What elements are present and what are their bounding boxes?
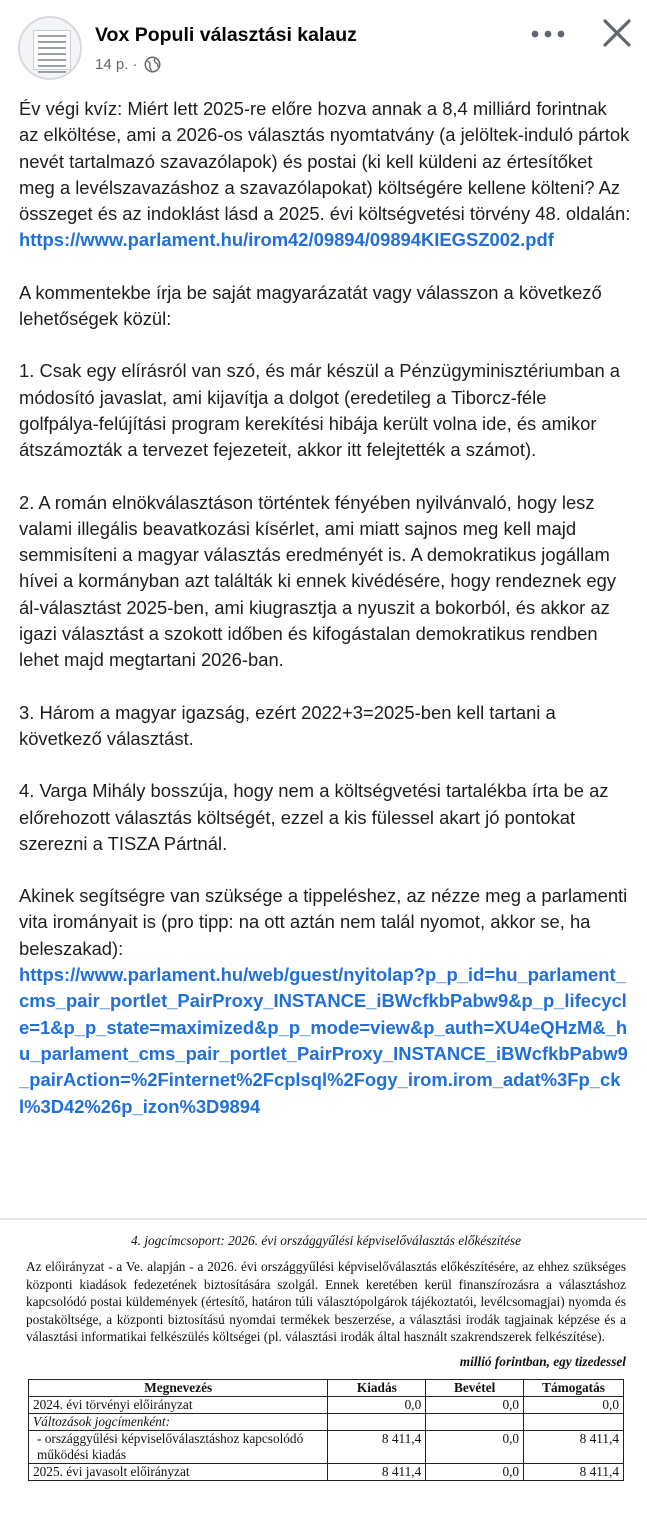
row-kiadas: 0,0 (328, 1396, 426, 1413)
table-row (29, 1413, 624, 1430)
row-name: Változások jogcímenként: (29, 1413, 328, 1430)
row-tamogatas: 0,0 (524, 1396, 624, 1413)
table-header-row (29, 1379, 624, 1396)
close-icon[interactable] (598, 14, 636, 52)
row-name: 2025. évi javasolt előirányzat (29, 1463, 328, 1480)
option-2: 2. A román elnökválasztáson történtek fényében nyilvánvaló, hogy lesz valami illegális beavatkozási kísérlet, ami miatt sajnos meg kell majd semmisíteni a magyar választás eredményét is. A demokratikus jogállam hívei a kormányban azt találták ki ennek kivédésére, hogy rendeznek egy ál-választást 2025-ben, ami kiugrasztja a nyuszit a bokorból, és akkor az igazi választást a szokott időben és kifogástalan demokratikus rendben lehet majd megtartani 2026-ban. (19, 491, 617, 671)
table-row (29, 1396, 624, 1413)
post-intro: Év végi kvíz: Miért lett 2025-re előre hozva annak a 8,4 milliárd forintnak az elköltése, ami a 2026-os választás nyomtatvány (a jelöltek-induló pártok nevét tartalmazó szavazólapok) és postai (ki kell küldeni az értesítőket meg a levélszavazáshoz a szavazólapokat) költségére kellene költeni? Az összeget és az indoklást lásd a 2025. évi költségvetési törvény 48. oldalán: (19, 98, 631, 225)
page-name[interactable]: Vox Populi választási kalauz (95, 24, 357, 46)
post-body (19, 96, 631, 1120)
col-header: Bevétel (426, 1379, 524, 1396)
budget-pdf-link[interactable]: https://www.parlament.hu/irom42/09894/09894KIEGSZ002.pdf (19, 229, 554, 251)
col-header: Kiadás (328, 1379, 426, 1396)
table-row (29, 1463, 624, 1480)
row-bevetel: 0,0 (426, 1463, 524, 1480)
globe-icon (144, 56, 161, 77)
more-dots-icon[interactable] (528, 20, 568, 48)
row-bevetel: 0,0 (426, 1430, 524, 1463)
meta-separator: · (132, 56, 138, 73)
post-header (0, 0, 647, 100)
table-row (29, 1430, 624, 1463)
col-header: Támogatás (524, 1379, 624, 1396)
row-kiadas: 8 411,4 (328, 1463, 426, 1480)
row-kiadas (328, 1413, 426, 1430)
document-heading: 4. jogcímcsoport: 2026. évi országgyűlési képviselőválasztás előkészítése (131, 1233, 521, 1248)
col-header: Megnevezés (29, 1379, 328, 1396)
divider (0, 1218, 647, 1220)
option-1: 1. Csak egy elírásról van szó, és már készül a Pénzügyminisztériumban a módosító javaslat, ami kijavítja a dolgot (eredetileg a Tiborcz-féle golfpálya-felújítási program kerekítési hibája került volna ide, és amikor átszámozták a tervezet fejezeteit, akkor itt felejtették a számot). (19, 360, 621, 461)
row-name: 2024. évi törvényi előirányzat (29, 1396, 328, 1413)
post-outro: Akinek segítségre van szüksége a tippeléshez, az nézze meg a parlamenti vita irományait is (pro tipp: na ott aztán nem talál nyomot, akkor se, ha beleszakad): (19, 885, 628, 959)
document-thumbnail-icon (33, 30, 71, 70)
parliament-link[interactable]: https://www.parlament.hu/web/guest/nyitolap?p_p_id=hu_parlament_cms_pair_portlet_PairProxy_INSTANCE_iBWcfkbPabw9&p_p_lifecycle=1&p_p_state=maximized&p_p_mode=view&p_auth=XU4eQHzM&_hu_parlament_cms_pair_portlet_PairProxy_INSTANCE_iBWcfkbPabw9_pairAction=%2Finternet%2Fcplsql%2Fogy_irom.irom_adat%3Fp_ckl%3D42%26p_izon%3D9894 (19, 964, 628, 1117)
document-paragraph: Az előirányzat - a Ve. alapján - a 2026. évi országgyűlési képviselőválasztás előkészítésére, az ehhez szükséges központi kiadások fedezetének biztosítására szolgál. Ennek keretében kerül finanszírozásra a választáshoz kapcsolódó postai küldemények (értesítő, határon túli választópolgárok tájékoztatói, levélcsomagjai) nyomda és postaköltsége, a központi biztosítású nyomdai termékek beszerzése, a választási irodák tagjainak képzése és a választási informatikai felkészülés költségei (pl. választási irodák által használt szakrendszerek felkészítése). (26, 1259, 626, 1345)
document-image[interactable] (26, 1232, 626, 1481)
post-prompt: A kommentekbe írja be saját magyarázatát vagy válasszon a következő lehetőségek közül: (19, 281, 602, 330)
row-bevetel: 0,0 (426, 1396, 524, 1413)
budget-table (28, 1379, 624, 1481)
post-time[interactable]: 14 p. (95, 56, 129, 73)
row-kiadas: 8 411,4 (328, 1430, 426, 1463)
row-tamogatas: 8 411,4 (524, 1463, 624, 1480)
row-tamogatas (524, 1413, 624, 1430)
row-tamogatas: 8 411,4 (524, 1430, 624, 1463)
avatar[interactable] (18, 16, 82, 80)
post-meta (95, 56, 161, 77)
option-3: 3. Három a magyar igazság, ezért 2022+3=2025-ben kell tartani a következő választást. (19, 701, 556, 749)
document-unit: millió forintban, egy tizedessel (459, 1354, 626, 1370)
row-bevetel (426, 1413, 524, 1430)
row-name: - országgyűlési képviselőválasztáshoz kapcsolódó működési kiadás (29, 1430, 328, 1463)
option-4: 4. Varga Mihály bosszúja, hogy nem a költségvetési tartalékba írta be az előrehozott választás költségét, ezzel a kis fülessel akart jó pontokat szerezni a TISZA Pártnál. (19, 780, 609, 854)
